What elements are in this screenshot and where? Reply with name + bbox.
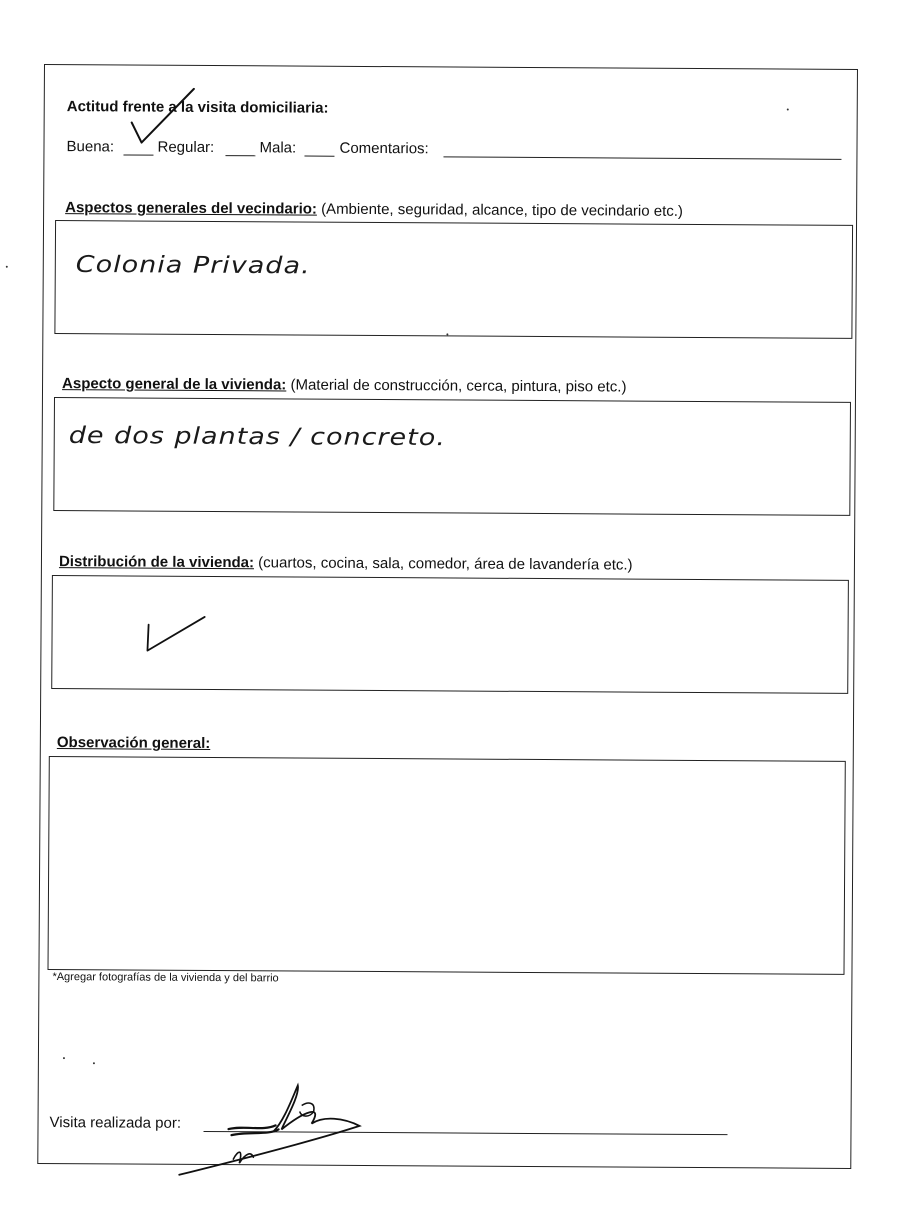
scan-speck (63, 1057, 65, 1059)
scan-speck (787, 109, 789, 111)
regular-blank[interactable] (225, 155, 255, 156)
scan-speck (93, 1062, 95, 1064)
neighborhood-box[interactable] (54, 220, 853, 339)
observation-heading: Observación general: (56, 734, 211, 752)
neighborhood-hint: (Ambiente, seguridad, alcance, tipo de vecindario etc.) (321, 200, 684, 220)
scan-speck (6, 266, 8, 268)
photos-footnote: *Agregar fotografías de la vivienda y del barrio (52, 971, 279, 985)
visit-label: Visita realizada por: (49, 1114, 182, 1132)
mala-label: Mala: (259, 139, 297, 157)
scan-speck (446, 333, 448, 335)
comentarios-field[interactable] (443, 156, 841, 159)
housing-appearance-heading: Aspecto general de la vivienda: (62, 375, 287, 394)
signature-icon (173, 1081, 374, 1182)
attitude-title: Actitud frente a la visita domiciliaria: (66, 98, 329, 117)
housing-appearance-header (62, 375, 626, 395)
buena-blank[interactable] (123, 154, 153, 155)
buena-label: Buena: (66, 138, 115, 156)
neighborhood-handwriting: Colonia Privada. (75, 251, 311, 280)
housing-layout-box[interactable] (51, 575, 849, 694)
neighborhood-heading: Aspectos generales del vecindario: (65, 199, 317, 218)
housing-layout-hint: (cuartos, cocina, sala, comedor, área de lavandería etc.) (258, 554, 633, 574)
housing-appearance-handwriting: de dos plantas / concreto. (68, 422, 446, 452)
mala-blank[interactable] (304, 156, 334, 157)
neighborhood-header (65, 199, 683, 220)
regular-label: Regular: (157, 138, 215, 157)
housing-layout-header (59, 553, 633, 574)
housing-appearance-hint: (Material de construcción, cerca, pintura, piso etc.) (290, 376, 627, 396)
housing-layout-heading: Distribución de la vivienda: (58, 553, 255, 572)
housing-appearance-box[interactable] (53, 397, 851, 516)
observation-box[interactable] (48, 756, 846, 975)
comentarios-label: Comentarios: (339, 139, 429, 158)
layout-checkmark-icon (144, 615, 208, 657)
